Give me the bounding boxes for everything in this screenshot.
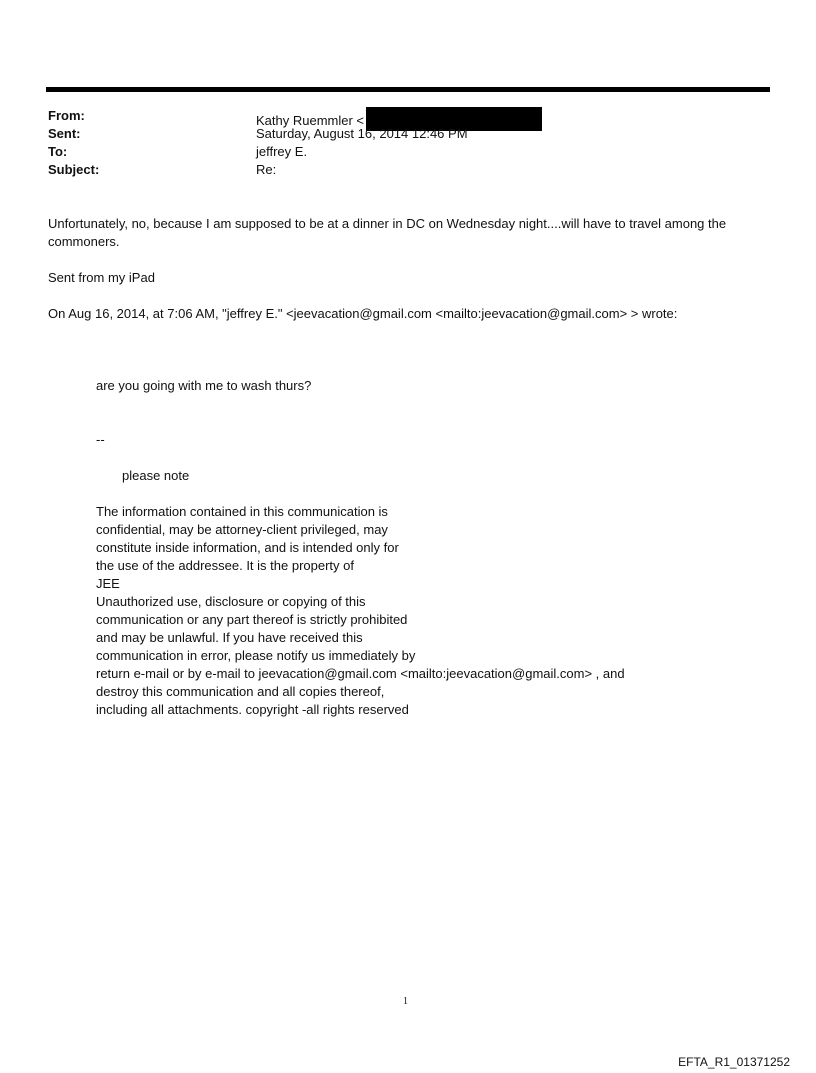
sent-label: Sent: (48, 126, 81, 141)
please-note: please note (122, 468, 190, 483)
quoted-separator: -- (96, 432, 105, 447)
bates-number: EFTA_R1_01371252 (678, 1055, 790, 1069)
disclaimer-line: JEE (96, 576, 120, 591)
disclaimer-line: communication or any part thereof is strictly prohibited (96, 612, 408, 627)
disclaimer-line: The information contained in this communication is (96, 504, 388, 519)
subject-label: Subject: (48, 162, 100, 177)
from-label: From: (48, 108, 85, 123)
disclaimer-line: Unauthorized use, disclosure or copying of this (96, 594, 366, 609)
disclaimer-line: return e-mail or by e-mail to jeevacation@gmail.com <mailto:jeevacation@gmail.com> , and (96, 666, 625, 681)
message-line-2: commoners. (48, 234, 120, 249)
from-name: Kathy Ruemmler < (256, 113, 365, 128)
quote-intro: On Aug 16, 2014, at 7:06 AM, "jeffrey E." <jeevacation@gmail.com <mailto:jeevacation@gmail.com> > wrote: (48, 306, 678, 321)
page-number: 1 (403, 996, 408, 1007)
disclaimer-line: including all attachments. copyright -all rights reserved (96, 702, 409, 717)
to-value: jeffrey E. (256, 144, 308, 159)
disclaimer-line: destroy this communication and all copies thereof, (96, 684, 385, 699)
disclaimer-line: and may be unlawful. If you have received this (96, 630, 363, 645)
sent-value: Saturday, August 16, 2014 12:46 PM (256, 126, 468, 141)
disclaimer-line: confidential, may be attorney-client privileged, may (96, 522, 388, 537)
disclaimer-line: communication in error, please notify us immediately by (96, 648, 416, 663)
header-rule (46, 87, 770, 92)
disclaimer-line: the use of the addressee. It is the property of (96, 558, 354, 573)
message-line-1: Unfortunately, no, because I am supposed to be at a dinner in DC on Wednesday night....will have to travel among the (48, 216, 727, 231)
signature: Sent from my iPad (48, 270, 155, 285)
subject-value: Re: (256, 162, 277, 177)
disclaimer-line: constitute inside information, and is intended only for (96, 540, 399, 555)
quoted-question: are you going with me to wash thurs? (96, 378, 312, 393)
to-label: To: (48, 144, 68, 159)
